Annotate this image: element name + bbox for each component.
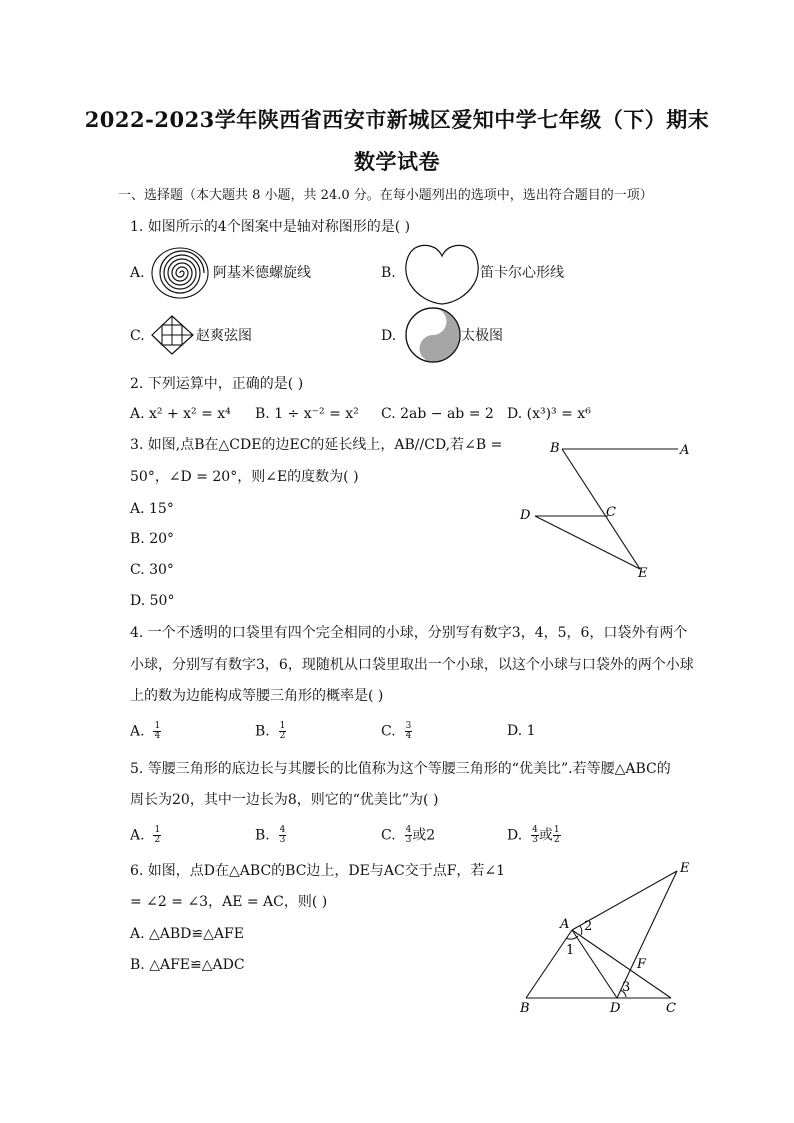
- q3-option-a: A. 15°: [130, 501, 174, 517]
- q5-option-d-tag: D.: [507, 827, 523, 844]
- q1-option-c-label: 赵爽弦图: [196, 328, 252, 344]
- q4-c-numerator: 3: [405, 721, 412, 731]
- q5-option-d: [507, 826, 561, 845]
- q2-stem: 2. 下列运算中，正确的是( ): [130, 376, 304, 392]
- q4-option-a-fraction: [153, 722, 161, 741]
- q6-geometry-figure: [510, 858, 710, 1020]
- q4-option-a: [130, 722, 161, 741]
- q5-c-numerator: 4: [405, 825, 412, 835]
- q1-option-d-tag: D.: [381, 328, 397, 344]
- q5-b-denominator: 3: [279, 835, 286, 845]
- q1-option-b-tag: B.: [381, 265, 396, 281]
- q6-label-f: F: [637, 957, 647, 972]
- q6-label-angle2: 2: [584, 919, 593, 934]
- q5-b-numerator: 4: [279, 825, 286, 835]
- q6-option-a: A. △ABD≌△AFE: [130, 926, 244, 942]
- q3-option-c: C. 30°: [130, 562, 174, 578]
- q4-a-numerator: 1: [154, 721, 161, 731]
- q6-label-e: E: [680, 861, 690, 876]
- q5-option-c: [381, 826, 435, 845]
- q2-option-a: A. x² + x² = x⁴: [130, 406, 231, 422]
- q6-label-a: A: [560, 917, 570, 932]
- q3-line2: 50°，∠D = 20°，则∠E的度数为( ): [130, 469, 359, 485]
- q5-d-denominator1: 3: [532, 835, 538, 845]
- q4-b-denominator: 2: [279, 731, 286, 741]
- q4-line1: 4. 一个不透明的口袋里有四个完全相同的小球，分别写有数字3，4，5，6，口袋外有两个: [130, 625, 688, 641]
- q2-option-b: B. 1 ÷ x⁻² = x²: [255, 406, 359, 422]
- q1-option-a-tag: A.: [130, 265, 145, 281]
- q5-option-b: [255, 826, 286, 845]
- q1-option-a-label: 阿基米德螺旋线: [213, 265, 311, 281]
- zhaoshuang-figure: [150, 314, 198, 356]
- section-heading: 一、选择题（本大题共 8 小题，共 24.0 分。在每小题列出的选项中，选出符合题目的一项）: [118, 188, 653, 203]
- q4-option-c: [381, 722, 412, 741]
- q5-option-c-tail: 或2: [412, 827, 436, 844]
- q6-label-d: D: [610, 1001, 621, 1016]
- q5-d-denominator2: 2: [553, 835, 560, 845]
- q4-b-numerator: 1: [279, 721, 286, 731]
- spiral-figure: [150, 246, 210, 300]
- q4-option-b-fraction: [279, 722, 287, 741]
- q5-a-denominator: 2: [154, 835, 161, 845]
- q3-label-c: C: [606, 505, 616, 520]
- q1-option-b-label: 笛卡尔心形线: [480, 265, 564, 281]
- q1-option-d-label: 太极图: [461, 328, 503, 344]
- cardioid-figure: [404, 242, 480, 306]
- q1-stem: 1. 如图所示的4个图案中是轴对称图形的是( ): [130, 219, 411, 235]
- q4-option-b: [255, 722, 286, 741]
- q5-c-denominator: 3: [405, 835, 412, 845]
- q1-option-c-tag: C.: [130, 328, 145, 344]
- q6-label-c: C: [666, 1001, 676, 1016]
- q6-label-angle1: 1: [566, 943, 575, 958]
- q5-option-d-fraction1: [531, 826, 539, 845]
- q5-line1: 5. 等腰三角形的底边长与其腰长的比值称为这个等腰三角形的“优美比”.若等腰△ABC的: [130, 761, 671, 777]
- q5-option-a-tag: A.: [130, 827, 145, 844]
- q4-a-denominator: 4: [154, 731, 161, 741]
- q3-label-b: B: [550, 441, 560, 456]
- q3-geometry-figure: [510, 436, 700, 584]
- exam-title-line1: 2022-2023学年陕西省西安市新城区爱知中学七年级（下）期末: [84, 107, 710, 132]
- q5-d-numerator2: 1: [553, 825, 560, 835]
- q6-label-angle3: 3: [622, 980, 631, 995]
- q5-option-d-mid: 或: [538, 827, 553, 844]
- q4-option-d: D. 1: [507, 723, 536, 739]
- q6-line2: = ∠2 = ∠3，AE = AC，则( ): [130, 894, 328, 910]
- q3-label-d: D: [520, 508, 531, 523]
- q5-line2: 周长为20，其中一边长为8，则它的“优美比”为( ): [130, 792, 439, 808]
- q3-option-d: D. 50°: [130, 593, 175, 609]
- q5-option-c-tag: C.: [381, 827, 396, 844]
- q3-label-a: A: [680, 443, 690, 458]
- q4-option-c-fraction: [405, 722, 413, 741]
- q5-a-numerator: 1: [154, 825, 161, 835]
- q5-option-b-tag: B.: [255, 827, 270, 844]
- q6-option-b: B. △AFE≌△ADC: [130, 957, 245, 973]
- q3-line1: 3. 如图,点B在△CDE的边EC的延长线上，AB//CD,若∠B =: [130, 437, 503, 453]
- q4-option-c-tag: C.: [381, 723, 396, 740]
- q4-option-a-tag: A.: [130, 723, 145, 740]
- q3-label-e: E: [638, 566, 648, 581]
- exam-title-line2: 数学试卷: [354, 149, 440, 174]
- q4-c-denominator: 4: [405, 731, 412, 741]
- q3-option-b: B. 20°: [130, 531, 175, 547]
- q5-d-numerator1: 4: [532, 825, 538, 835]
- q6-line1: 6. 如图，点D在△ABC的BC边上，DE与AC交于点F，若∠1: [130, 863, 506, 879]
- q2-option-c: C. 2ab − ab = 2: [381, 406, 494, 422]
- q4-line2: 小球，分别写有数字3，6，现随机从口袋里取出一个小球，以这个小球与口袋外的两个小球: [130, 657, 694, 673]
- q4-line3: 上的数为边能构成等腰三角形的概率是( ): [130, 688, 384, 704]
- taiji-figure: [404, 306, 462, 364]
- q5-option-b-fraction: [279, 826, 287, 845]
- q2-option-d: D. (x³)³ = x⁶: [507, 406, 591, 422]
- q5-option-d-fraction2: [553, 826, 561, 845]
- q5-option-a-fraction: [153, 826, 161, 845]
- q6-label-b: B: [520, 1001, 530, 1016]
- q4-option-b-tag: B.: [255, 723, 270, 740]
- q5-option-a: [130, 826, 161, 845]
